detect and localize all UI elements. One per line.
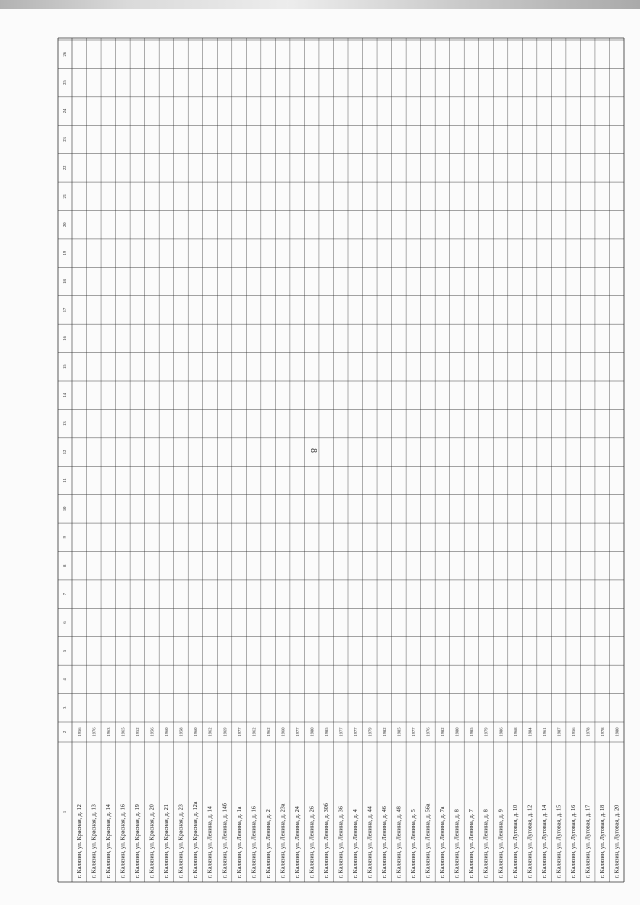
table-row — [600, 727, 606, 878]
column-number-label: 18 — [62, 279, 67, 284]
year-cell: 1979 — [367, 727, 373, 737]
year-cell: 1961 — [541, 727, 547, 737]
table-row — [295, 727, 301, 878]
table-row — [440, 728, 446, 879]
table-row — [266, 728, 272, 879]
year-cell: 1976 — [91, 727, 97, 737]
year-cell: 1962 — [265, 727, 271, 737]
year-cell: 1985 — [323, 727, 329, 737]
year-cell: 1968 — [512, 727, 518, 737]
table-row — [484, 727, 490, 878]
table-row — [309, 727, 315, 878]
table-row — [455, 727, 461, 878]
column-number-label: 13 — [62, 421, 67, 426]
address-cell: г. Калязин, ул. Красная, д. 23 — [178, 804, 185, 878]
year-cell: 1985 — [469, 727, 475, 737]
column-number-label: 9 — [62, 536, 67, 539]
year-cell: 1978 — [599, 727, 605, 737]
year-cell: 1956 — [570, 727, 576, 737]
table-row — [542, 728, 548, 879]
address-cell: г. Калязин, ул. Ленина, д. 30б — [323, 803, 330, 878]
table-row — [92, 727, 98, 878]
column-number-label: 14 — [62, 392, 67, 398]
table-row — [121, 727, 127, 878]
address-cell: г. Калязин, ул. Ленина, д. 8 — [454, 809, 461, 878]
address-cell: г. Калязин, ул. Красная, д. 16 — [120, 804, 127, 878]
column-number-label: 11 — [62, 478, 67, 483]
column-number-label: 26 — [62, 51, 67, 57]
address-cell: г. Калязин, ул. Ленина, д. 26 — [309, 806, 316, 878]
table-row — [338, 727, 344, 878]
column-number-label: 15 — [62, 364, 67, 370]
address-cell: г. Калязин, ул. Ленина, д. 5 — [411, 809, 418, 878]
column-number-label: 10 — [62, 506, 67, 512]
table-row — [221, 727, 228, 878]
year-cell: 1985 — [396, 727, 402, 737]
column-number-label: 2 — [62, 730, 67, 734]
table-row — [179, 727, 185, 878]
address-cell: г. Калязин, ул. Ленина, д. 7а — [440, 806, 447, 878]
year-cell: 1982 — [440, 727, 446, 737]
address-cell: г. Калязин, ул. Луговая, д. 10 — [512, 804, 519, 878]
address-cell: г. Калязин, ул. Красная, д. 19 — [135, 804, 142, 878]
year-cell: 1977 — [411, 727, 417, 737]
year-cell: 1986 — [498, 727, 504, 737]
address-cell: г. Калязин, ул. Луговая, д. 17 — [585, 804, 592, 878]
year-cell: 1956 — [77, 727, 83, 737]
address-cell: г. Калязин, ул. Ленина, д. 7 — [469, 809, 476, 878]
column-number-label: 22 — [62, 165, 67, 171]
address-cell: г. Калязин, ул. Луговая, д. 14 — [541, 804, 548, 878]
column-number-label: 4 — [62, 678, 67, 681]
column-number-label: 25 — [62, 80, 67, 85]
table-row — [164, 727, 170, 878]
table-row — [208, 728, 214, 879]
address-cell: г. Калязин, ул. Красная, д. 14 — [106, 804, 113, 878]
table-grid — [58, 38, 624, 882]
year-cell: 1976 — [425, 727, 431, 737]
address-cell: г. Калязин, ул. Луговая, д. 18 — [599, 804, 606, 878]
column-number-label: 8 — [62, 564, 67, 567]
year-cell: 1963 — [106, 727, 112, 737]
address-cell: г. Калязин, ул. Луговая, д. 12 — [527, 804, 534, 878]
year-cell: 1962 — [207, 727, 213, 737]
table-row — [527, 727, 533, 878]
table-body — [77, 727, 620, 878]
table-row — [556, 727, 562, 878]
year-cell: 1984 — [527, 727, 533, 737]
year-cell: 1962 — [251, 727, 257, 737]
year-cell: 1982 — [382, 727, 388, 737]
year-cell: 1978 — [585, 727, 591, 737]
table-row — [323, 727, 330, 878]
year-cell: 1980 — [614, 727, 620, 737]
year-cell: 1965 — [120, 727, 126, 737]
year-cell: 1977 — [294, 727, 300, 737]
table-row — [150, 727, 156, 878]
table-row — [106, 727, 112, 878]
column-number-label: 21 — [62, 194, 67, 199]
year-cell: 1977 — [236, 727, 242, 737]
table-row — [280, 727, 286, 878]
column-number-label: 19 — [62, 250, 67, 256]
year-cell: 1960 — [193, 727, 199, 737]
column-number-label: 7 — [62, 593, 67, 596]
address-cell: г. Калязин, ул. Ленина, д. 16 — [251, 806, 258, 878]
table-row — [368, 727, 374, 878]
address-cell: г. Калязин, ул. Ленина, д. 24 — [294, 806, 301, 878]
table-row — [426, 727, 432, 878]
table-row — [571, 727, 577, 878]
column-number-label: 24 — [62, 108, 67, 114]
column-number-label: 23 — [62, 137, 67, 142]
year-cell: 1977 — [353, 727, 359, 737]
year-cell: 1960 — [164, 727, 170, 737]
year-cell: 1956 — [149, 727, 155, 737]
table-row — [193, 727, 199, 878]
table-row — [469, 727, 475, 878]
address-cell: г. Калязин, ул. Ленина, д. 14б — [222, 803, 229, 878]
address-cell: г. Калязин, ул. Луговая, д. 15 — [556, 804, 563, 878]
table-row — [614, 727, 620, 878]
column-number-label: 16 — [62, 336, 67, 341]
address-cell: г. Калязин, ул. Ленина, д. 9 — [498, 809, 505, 878]
year-cell: 1980 — [454, 727, 460, 737]
year-cell: 1960 — [280, 727, 286, 737]
address-cell: г. Калязин, ул. Ленина, д. 2 — [265, 809, 272, 878]
address-cell: г. Калязин, ул. Красная, д. 12 — [77, 804, 84, 878]
table-row — [77, 727, 83, 878]
address-cell: г. Калязин, ул. Ленина, д. 46 — [382, 806, 389, 878]
table-row — [251, 728, 257, 879]
table-row — [513, 727, 519, 878]
table-row — [237, 727, 243, 878]
address-cell: г. Калязин, ул. Красная, д. 13 — [91, 804, 98, 878]
address-cell: г. Калязин, ул. Ленина, д. 36 — [338, 806, 345, 878]
year-cell: 1979 — [483, 727, 489, 737]
address-cell: г. Калязин, ул. Красная, д. 20 — [149, 804, 156, 878]
column-number-label: 17 — [62, 307, 67, 313]
table-row — [353, 727, 359, 878]
table-row — [382, 728, 388, 879]
address-cell: г. Калязин, ул. Ленина, д. 23а — [280, 803, 287, 878]
table-row — [411, 727, 417, 878]
table-row — [135, 728, 141, 879]
year-cell: 1987 — [556, 727, 562, 737]
address-cell: г. Калязин, ул. Луговая, д. 20 — [614, 804, 621, 878]
address-cell: г. Калязин, ул. Ленина, д. 56а — [425, 803, 432, 878]
address-cell: г. Калязин, ул. Ленина, д. 8 — [483, 809, 490, 878]
table-row — [498, 727, 504, 878]
address-cell: г. Калязин, ул. Ленина, д. 1а — [236, 806, 243, 878]
year-cell: 1980 — [309, 727, 315, 737]
column-number-label: 12 — [62, 449, 67, 455]
column-number-label: 5 — [62, 649, 67, 653]
year-cell: 1969 — [222, 727, 228, 737]
column-number-label: 3 — [62, 706, 67, 709]
address-cell: г. Калязин, ул. Ленина, д. 48 — [396, 806, 403, 878]
page-number: 8 — [309, 448, 318, 454]
year-cell: 1958 — [178, 727, 184, 737]
address-cell: г. Калязин, ул. Ленина, д. 4 — [353, 809, 360, 878]
column-number-label: 20 — [62, 222, 67, 227]
address-cell: г. Калязин, ул. Красная, д. 12а — [193, 801, 200, 878]
address-cell: г. Калязин, ул. Ленина, д. 14 — [207, 806, 214, 878]
table-row — [397, 727, 403, 878]
column-number-label: 1 — [62, 810, 67, 814]
column-number-header — [62, 51, 67, 813]
year-cell: 1952 — [135, 727, 141, 737]
address-cell: г. Калязин, ул. Красная, д. 21 — [164, 804, 171, 878]
address-cell: г. Калязин, ул. Ленина, д. 44 — [367, 806, 374, 878]
address-cell: г. Калязин, ул. Луговая, д. 16 — [570, 804, 577, 878]
table-row — [585, 727, 591, 878]
year-cell: 1977 — [338, 727, 344, 737]
column-number-label: 6 — [62, 621, 67, 624]
